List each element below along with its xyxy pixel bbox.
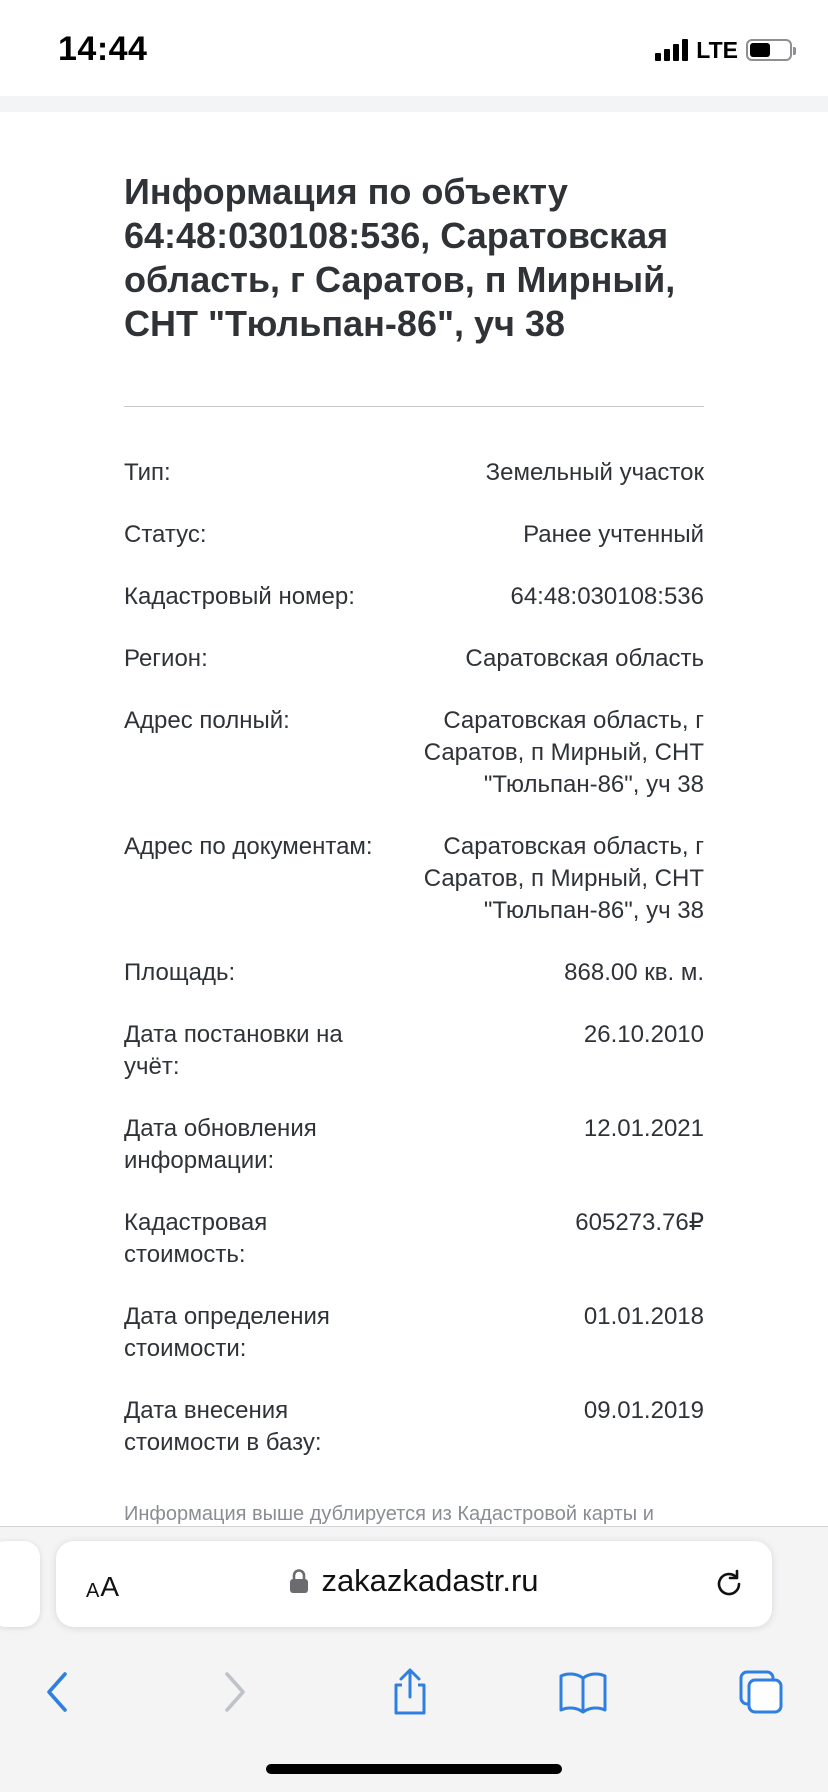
info-label: Тип: [124,459,171,486]
status-indicators [655,36,792,64]
status-bar [0,0,828,96]
info-row-status [124,519,704,551]
status-time: 14:44 [58,30,148,68]
info-row-region [124,643,704,675]
info-value: Саратовская область [465,645,704,672]
page-content [124,112,704,1489]
text-size-small-label: A [86,1580,100,1602]
text-size-large-label: A [100,1571,120,1602]
info-label: Дата обновления информации: [124,1115,317,1174]
info-label: Адрес полный: [124,707,290,734]
info-label: Адрес по документам: [124,833,373,860]
info-value: 12.01.2021 [583,1115,704,1142]
chevron-right-icon [221,1670,249,1714]
divider [124,406,704,407]
url-text: zakazkadastr.ru [321,1563,539,1598]
info-value: 26.10.2010 [583,1021,704,1048]
info-label: Площадь: [124,959,236,986]
info-value: Земельный участок [485,459,704,486]
info-label: Регион: [124,645,208,672]
tabs-icon [737,1668,785,1716]
chevron-left-icon [43,1670,71,1714]
address-bar[interactable] [56,1541,772,1627]
previous-tab-preview[interactable] [0,1541,40,1627]
share-button[interactable] [383,1665,437,1719]
reload-icon[interactable] [712,1567,746,1601]
book-icon [557,1670,609,1714]
footnote: Информация выше дублируется из Кадастровой карты и [124,1503,654,1525]
info-row-cadastral-value [124,1207,704,1271]
info-row-type [124,457,704,489]
back-button[interactable] [30,1665,84,1719]
info-label: Кадастровая стоимость: [124,1209,268,1268]
info-label: Дата определения стоимости: [124,1303,330,1362]
battery-icon [746,39,792,61]
browser-toolbar [0,1526,828,1792]
info-row-value-entry-date [124,1395,704,1459]
forward-button[interactable] [208,1665,262,1719]
info-row-registration-date [124,1019,704,1083]
page-title: Информация по объекту 64:48:030108:536, Саратовская область, г Саратов, п Мирный, СНТ "Тюльпан-86", уч 38 [124,171,676,344]
share-icon [388,1667,432,1717]
info-row-full-address [124,705,704,801]
info-label: Дата внесения стоимости в базу: [124,1397,322,1456]
info-value: 605273.76₽ [575,1209,704,1236]
info-value: 01.01.2018 [583,1303,704,1330]
navigation-bar [0,1647,828,1727]
info-label: Кадастровый номер: [124,583,355,610]
home-indicator [266,1764,562,1774]
info-row-area [124,957,704,989]
info-row-cadastral-number [124,581,704,613]
info-value: 09.01.2019 [583,1397,704,1424]
signal-icon [655,39,688,61]
bookmarks-button[interactable] [556,1665,610,1719]
network-type: LTE [696,36,738,63]
battery-level [750,43,770,57]
page-top-strip [0,96,828,112]
lock-icon [289,1568,309,1594]
info-label: Дата постановки на учёт: [124,1021,343,1080]
info-value: Ранее учтенный [523,521,704,548]
info-value: Саратовская область, г Саратов, п Мирный, СНТ "Тюльпан-86", уч 38 [423,833,704,924]
info-row-update-date [124,1113,704,1177]
info-row-document-address [124,831,704,927]
info-row-valuation-date [124,1301,704,1365]
tabs-button[interactable] [734,1665,788,1719]
info-value: 868.00 кв. м. [564,959,704,986]
info-value: 64:48:030108:536 [510,583,704,610]
url-display[interactable] [56,1563,772,1599]
info-label: Статус: [124,521,207,548]
info-value: Саратовская область, г Саратов, п Мирный, СНТ "Тюльпан-86", уч 38 [423,707,704,798]
info-list [124,457,704,1459]
